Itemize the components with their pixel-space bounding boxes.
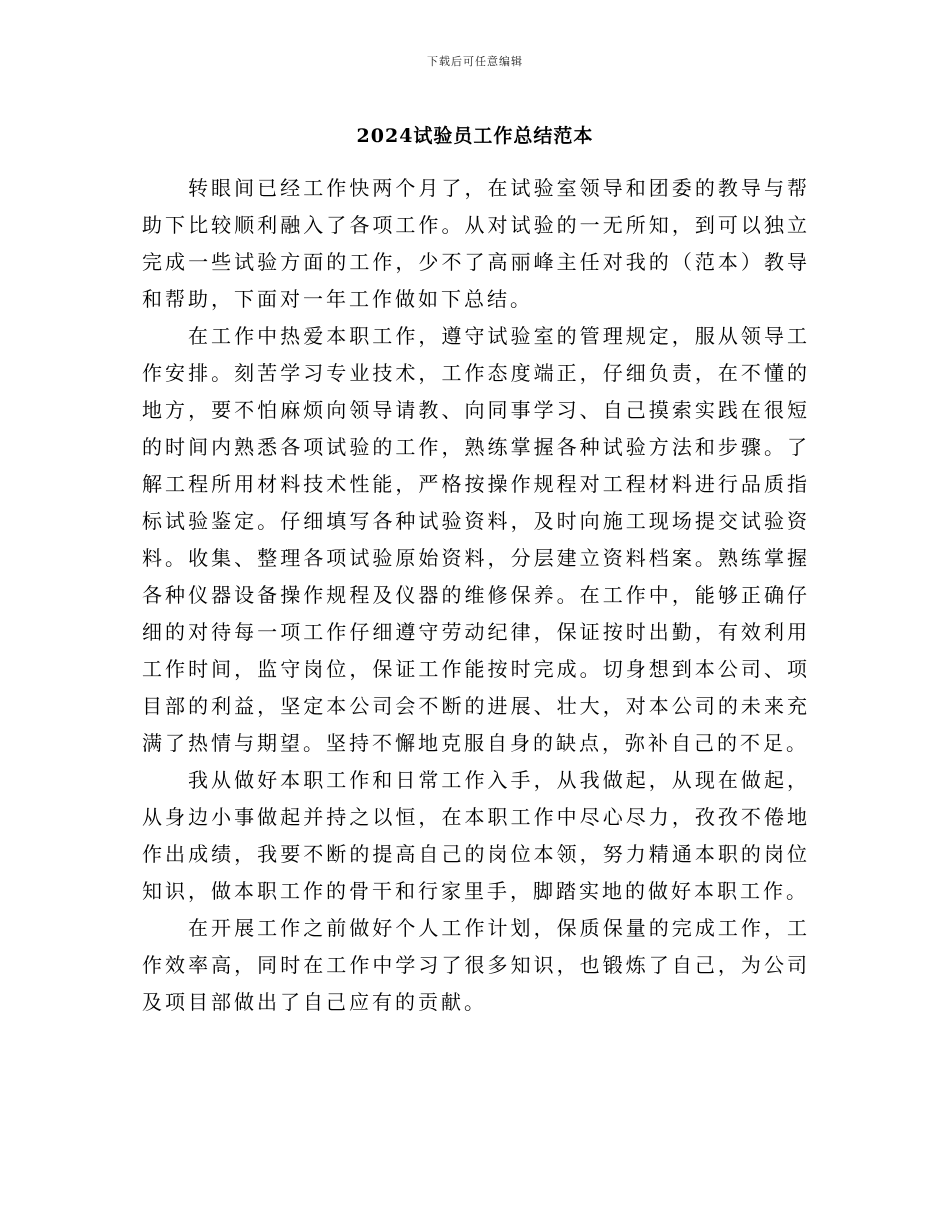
header-note: 下载后可任意编辑 [427,55,523,68]
paragraph-2: 在工作中热爱本职工作，遵守试验室的管理规定，服从领导工作安排。刻苦学习专业技术，工作态度端正，仔细负责，在不懂的地方，要不怕麻烦向领导请教、向同事学习、自己摸索实践在很短的时间内熟悉各项试验的工作，熟练掌握各种试验方法和步骤。了解工程所用材料技术性能，严格按操作规程对工程材料进行品质指标试验鉴定。仔细填写各种试验资料，及时向施工现场提交试验资料。收集、整理各项试验原始资料，分层建立资料档案。熟练掌握各种仪器设备操作规程及仪器的维修保养。在工作中，能够正确仔细的对待每一项工作仔细遵守劳动纪律，保证按时出勤，有效利用工作时间，监守岗位，保证工作能按时完成。切身想到本公司、项目部的利益，坚定本公司会不断的进展、壮大，对本公司的未来充满了热情与期望。坚持不懈地克服自身的缺点，弥补自己的不足。 [142,324,810,755]
document-title: 2024试验员工作总结范本 [356,125,594,147]
paragraph-1: 转眼间已经工作快两个月了，在试验室领导和团委的教导与帮助下比较顺利融入了各项工作。从对试验的一无所知，到可以独立完成一些试验方面的工作，少不了高丽峰主任对我的（范本）教导和帮助，下面对一年工作做如下总结。 [142,176,810,311]
paragraph-4: 在开展工作之前做好个人工作计划，保质保量的完成工作，工作效率高，同时在工作中学习了很多知识，也锻炼了自己，为公司及项目部做出了自己应有的贡献。 [142,916,810,1014]
document-body [142,170,810,1021]
paragraph-3: 我从做好本职工作和日常工作入手，从我做起，从现在做起，从身边小事做起并持之以恒，在本职工作中尽心尽力，孜孜不倦地作出成绩，我要不断的提高自己的岗位本领，努力精通本职的岗位知识，做本职工作的骨干和行家里手，脚踏实地的做好本职工作。 [142,768,810,903]
